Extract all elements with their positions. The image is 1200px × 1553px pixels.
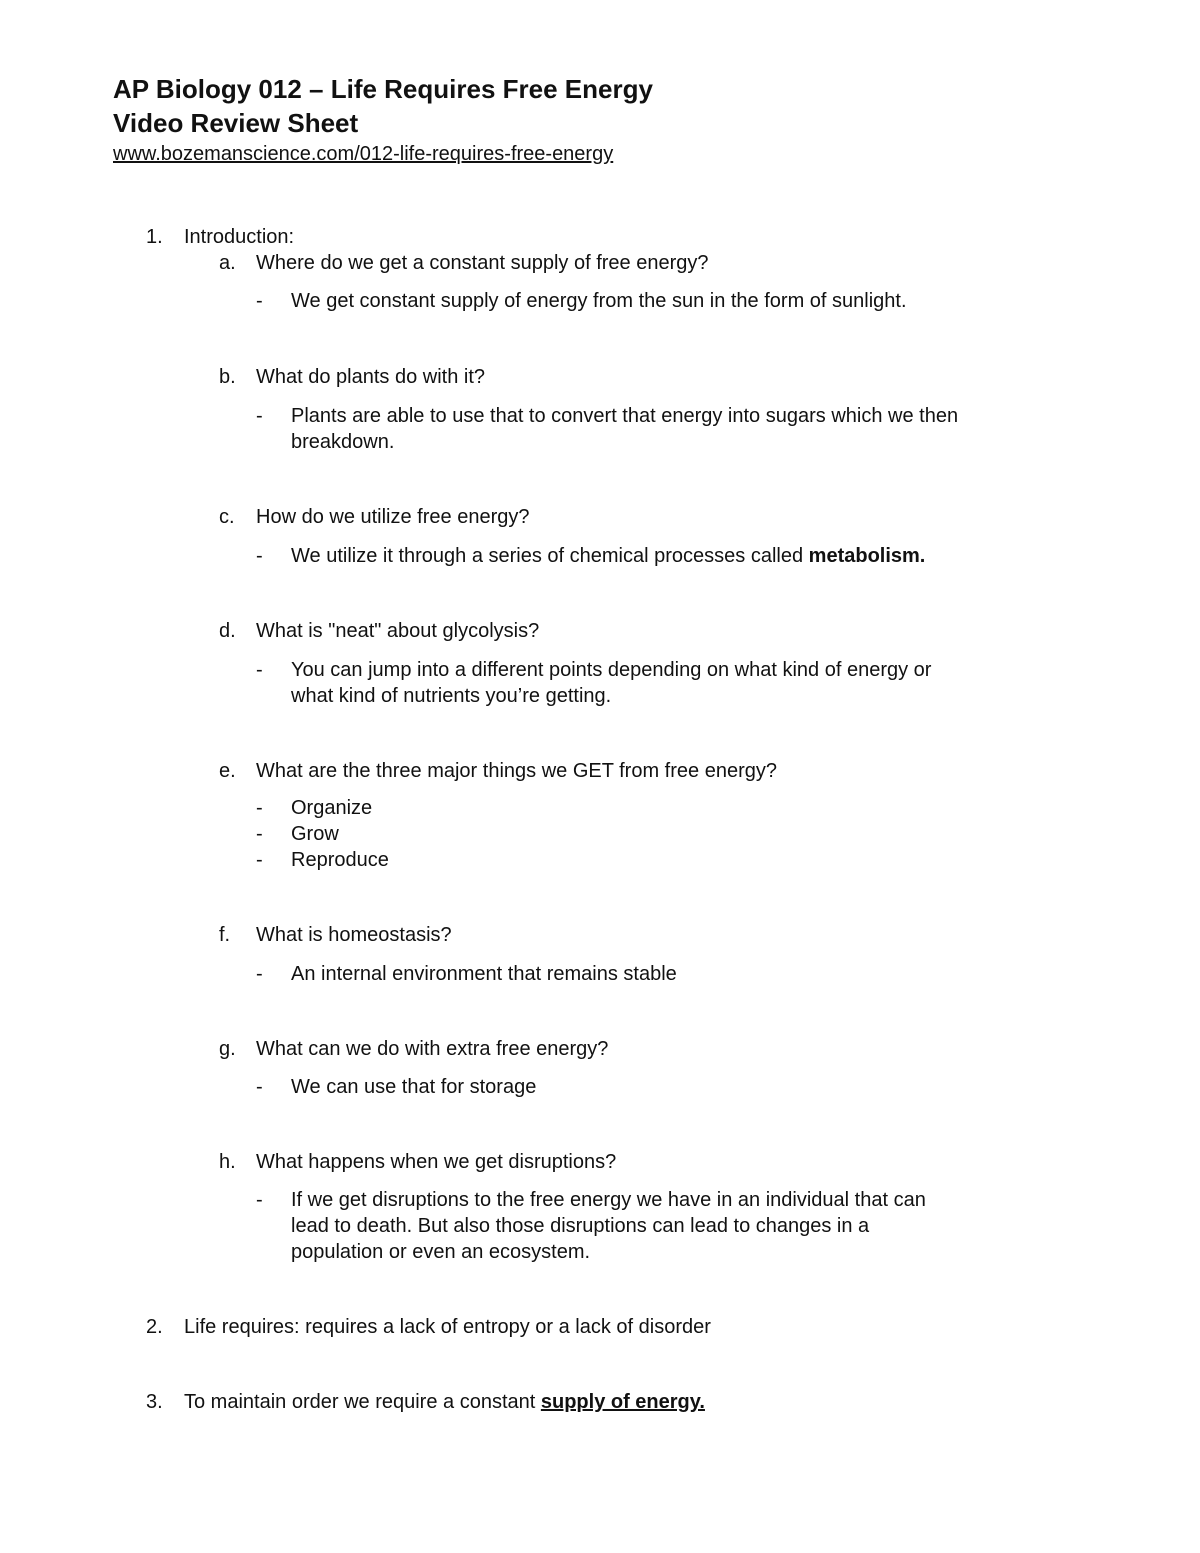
bullet-dash: -	[256, 1189, 263, 1211]
answer-line: lead to death. But also those disruptions can lead to changes in a	[291, 1215, 870, 1237]
question-letter: h.	[219, 1151, 236, 1173]
item-label: To maintain order we require a constant supply of energy.	[184, 1391, 705, 1413]
item-number: 2.	[146, 1316, 163, 1338]
bullet-dash: -	[256, 797, 263, 819]
page-subtitle: Video Review Sheet	[113, 108, 359, 138]
answer-line: If we get disruptions to the free energy we have in an individual that can	[291, 1189, 926, 1211]
question-text: Where do we get a constant supply of free energy?	[256, 252, 709, 274]
question-text: What do plants do with it?	[256, 366, 486, 388]
question-letter: b.	[219, 366, 236, 388]
question-text: What is homeostasis?	[256, 924, 452, 946]
question-text: What can we do with extra free energy?	[256, 1038, 609, 1060]
bullet-dash: -	[256, 849, 263, 871]
bullet-dash: -	[256, 659, 263, 681]
bullet-dash: -	[256, 963, 263, 985]
item-label: Introduction:	[184, 226, 295, 248]
bullet-dash: -	[256, 405, 263, 427]
question-letter: f.	[219, 924, 231, 946]
answer-line: Plants are able to use that to convert that energy into sugars which we then	[291, 405, 959, 427]
bullet-dash: -	[256, 1076, 263, 1098]
answer-line: what kind of nutrients you’re getting.	[291, 685, 612, 707]
bullet-dash: -	[256, 290, 263, 312]
answer-text: Organize	[291, 797, 373, 819]
item-number: 3.	[146, 1391, 163, 1413]
question-letter: d.	[219, 620, 236, 642]
page-title: AP Biology 012 – Life Requires Free Energy	[113, 74, 653, 104]
answer-text: We utilize it through a series of chemical processes called metabolism.	[291, 545, 926, 567]
bullet-dash: -	[256, 823, 263, 845]
bullet-dash: -	[256, 545, 263, 567]
answer-text: Grow	[291, 823, 339, 845]
question-letter: c.	[219, 506, 235, 528]
answer-text: Reproduce	[291, 849, 389, 871]
question-text: What are the three major things we GET from free energy?	[256, 760, 777, 782]
answer-line: You can jump into a different points depending on what kind of energy or	[291, 659, 932, 681]
emphasis-term: supply of energy.	[540, 1391, 705, 1413]
answer-line: breakdown.	[291, 431, 395, 453]
question-text: What happens when we get disruptions?	[256, 1151, 617, 1173]
source-link[interactable]: www.bozemanscience.com/012-life-requires-free-energy	[113, 143, 614, 165]
question-letter: e.	[219, 760, 236, 782]
question-text: How do we utilize free energy?	[256, 506, 530, 528]
question-letter: a.	[219, 252, 236, 274]
question-text: What is "neat" about glycolysis?	[256, 620, 540, 642]
answer-text: We can use that for storage	[291, 1076, 537, 1098]
item-label: Life requires: requires a lack of entropy or a lack of disorder	[184, 1316, 711, 1338]
emphasis-term: metabolism.	[808, 545, 926, 567]
answer-text: We get constant supply of energy from the sun in the form of sunlight.	[291, 290, 907, 312]
answer-line: population or even an ecosystem.	[291, 1241, 591, 1263]
item-number: 1.	[146, 226, 163, 248]
question-letter: g.	[219, 1038, 236, 1060]
answer-text: An internal environment that remains stable	[291, 963, 677, 985]
